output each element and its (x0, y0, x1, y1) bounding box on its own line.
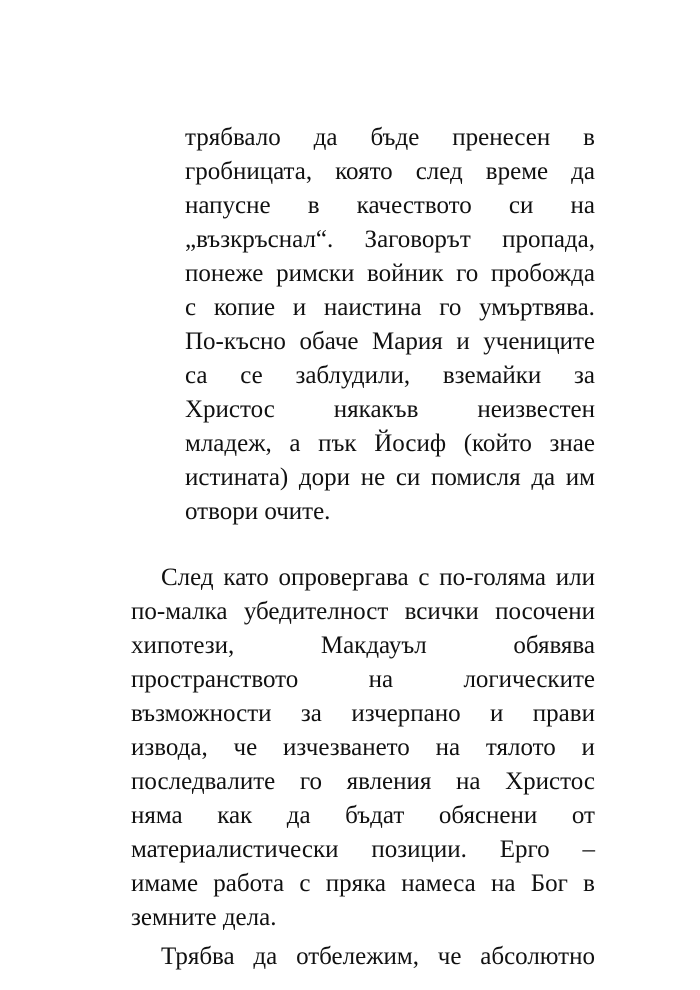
text-line: Трябва да отбележим, че абсолютно (161, 943, 595, 970)
text-line: трябвало да бъде пренесен в (185, 124, 595, 151)
text-line: по-малка убедителност всички посочени (131, 598, 595, 625)
text-line: младеж, а пък Йосиф (който знае (185, 430, 595, 457)
text-line: възможности за изчерпано и прави (131, 700, 595, 727)
text-line: пространството на логическите (131, 666, 595, 693)
text-line: След като опровергава с по-голяма или (161, 564, 595, 591)
text-line: с копие и наистина го умъртвява. (185, 294, 595, 321)
text-line: материалистически позиции. Ерго – (131, 836, 595, 863)
text-line: са се заблудили, вземайки за (185, 362, 595, 389)
text-line: „възкръснал“. Заговорът пропада, (185, 226, 595, 253)
text-line: отвори очите. (185, 498, 331, 525)
text-line: понеже римски войник го пробожда (185, 260, 595, 287)
text-line: истината) дори не си помисля да им (185, 464, 595, 491)
text-line: последвалите го явления на Христос (131, 768, 595, 795)
text-line: извода, че изчезването на тялото и (131, 734, 595, 761)
text-line: имаме работа с пряка намеса на Бог в (131, 870, 595, 897)
text-line: хипотези, Макдауъл обявява (131, 632, 595, 659)
text-line: Христос някакъв неизвестен (185, 396, 595, 423)
text-line: По-късно обаче Мария и учениците (185, 328, 595, 355)
text-line: гробницата, която след време да (185, 158, 595, 185)
text-line: напусне в качеството си на (185, 192, 595, 219)
text-line: земните дела. (131, 904, 277, 931)
text-line: няма как да бъдат обяснени от (131, 802, 595, 829)
